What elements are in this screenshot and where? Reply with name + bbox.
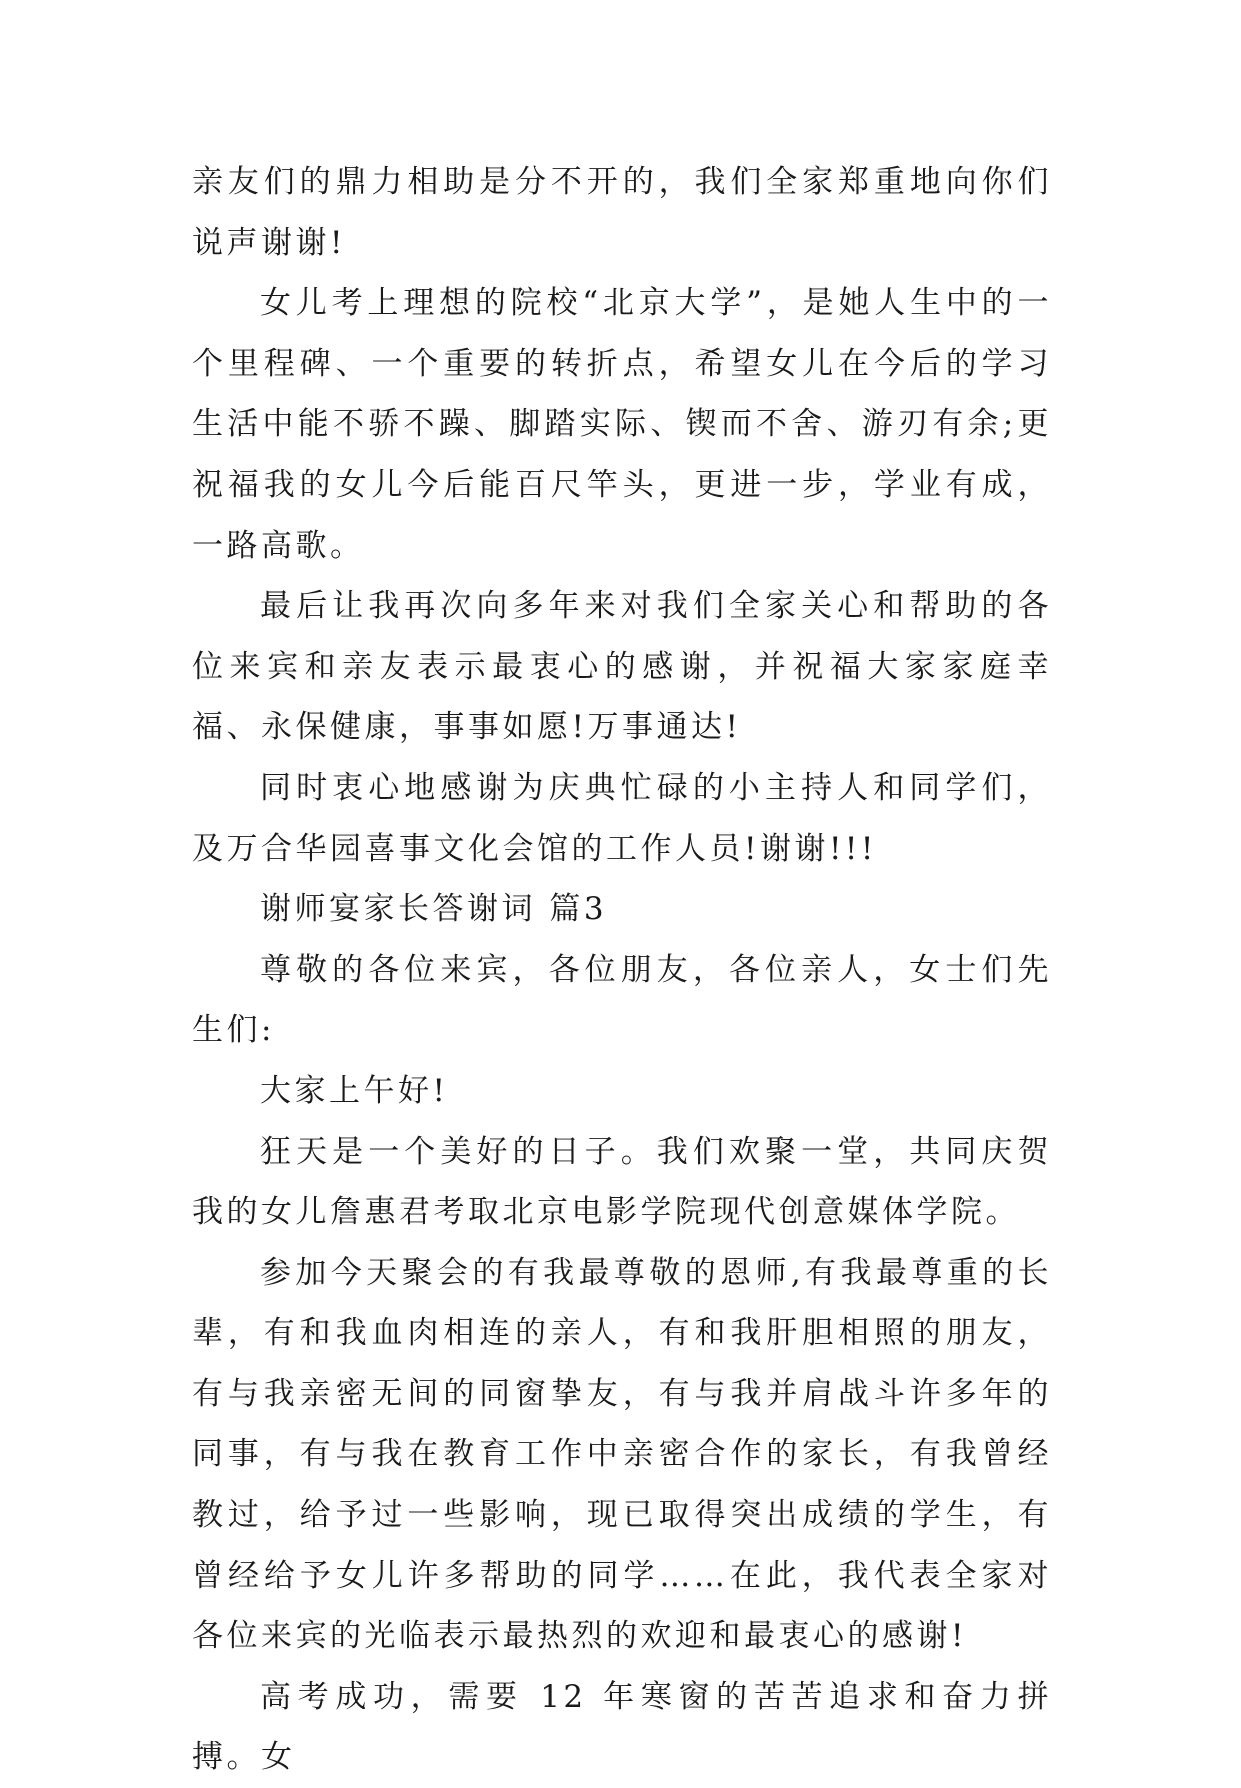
section-heading: 谢师宴家长答谢词 篇3 [260,891,608,928]
paragraph-5: 狂天是一个美好的日子。我们欢聚一堂，共同庆贺我的女儿詹惠君考取北京电影学院现代创意媒体学院。 [192,1133,1052,1231]
paragraph-7: 高考成功，需要 12 年寒窗的苦苦追求和奋力拼搏。女 [192,1678,1052,1776]
paragraph-2: 女儿考上理想的院校“北京大学”，是她人生中的一个里程碑、一个重要的转折点，希望女儿在今后的学习生活中能不骄不躁、脚踏实际、锲而不舍、游刃有余;更祝福我的女儿今后能百尺竿头，更进一步，学业有成，一路高歌。 [192,285,1052,564]
paragraph-4: 同时衷心地感谢为庆典忙碌的小主持人和同学们，及万合华园喜事文化会馆的工作人员!谢谢!!! [192,769,1052,867]
paragraph-6: 参加今天聚会的有我最尊敬的恩师,有我最尊重的长辈，有和我血肉相连的亲人，有和我肝胆相照的朋友，有与我亲密无间的同窗挚友，有与我并肩战斗许多年的同事，有与我在教育工作中亲密合作的家长，有我曾经教过，给予过一些影响，现已取得突出成绩的学生，有曾经给予女儿许多帮助的同学……在此，我代表全家对各位来宾的光临表示最热烈的欢迎和最衷心的感谢! [192,1254,1052,1655]
greeting: 大家上午好! [260,1072,449,1109]
document-body [192,152,1052,1788]
paragraph-3: 最后让我再次向多年来对我们全家关心和帮助的各位来宾和亲友表示最衷心的感谢，并祝福大家家庭幸福、永保健康，事事如愿!万事通达! [192,588,1052,746]
paragraph-1: 亲友们的鼎力相助是分不开的，我们全家郑重地向你们说声谢谢! [192,164,1052,261]
salutation: 尊敬的各位来宾，各位朋友，各位亲人，女士们先生们: [192,951,1052,1049]
